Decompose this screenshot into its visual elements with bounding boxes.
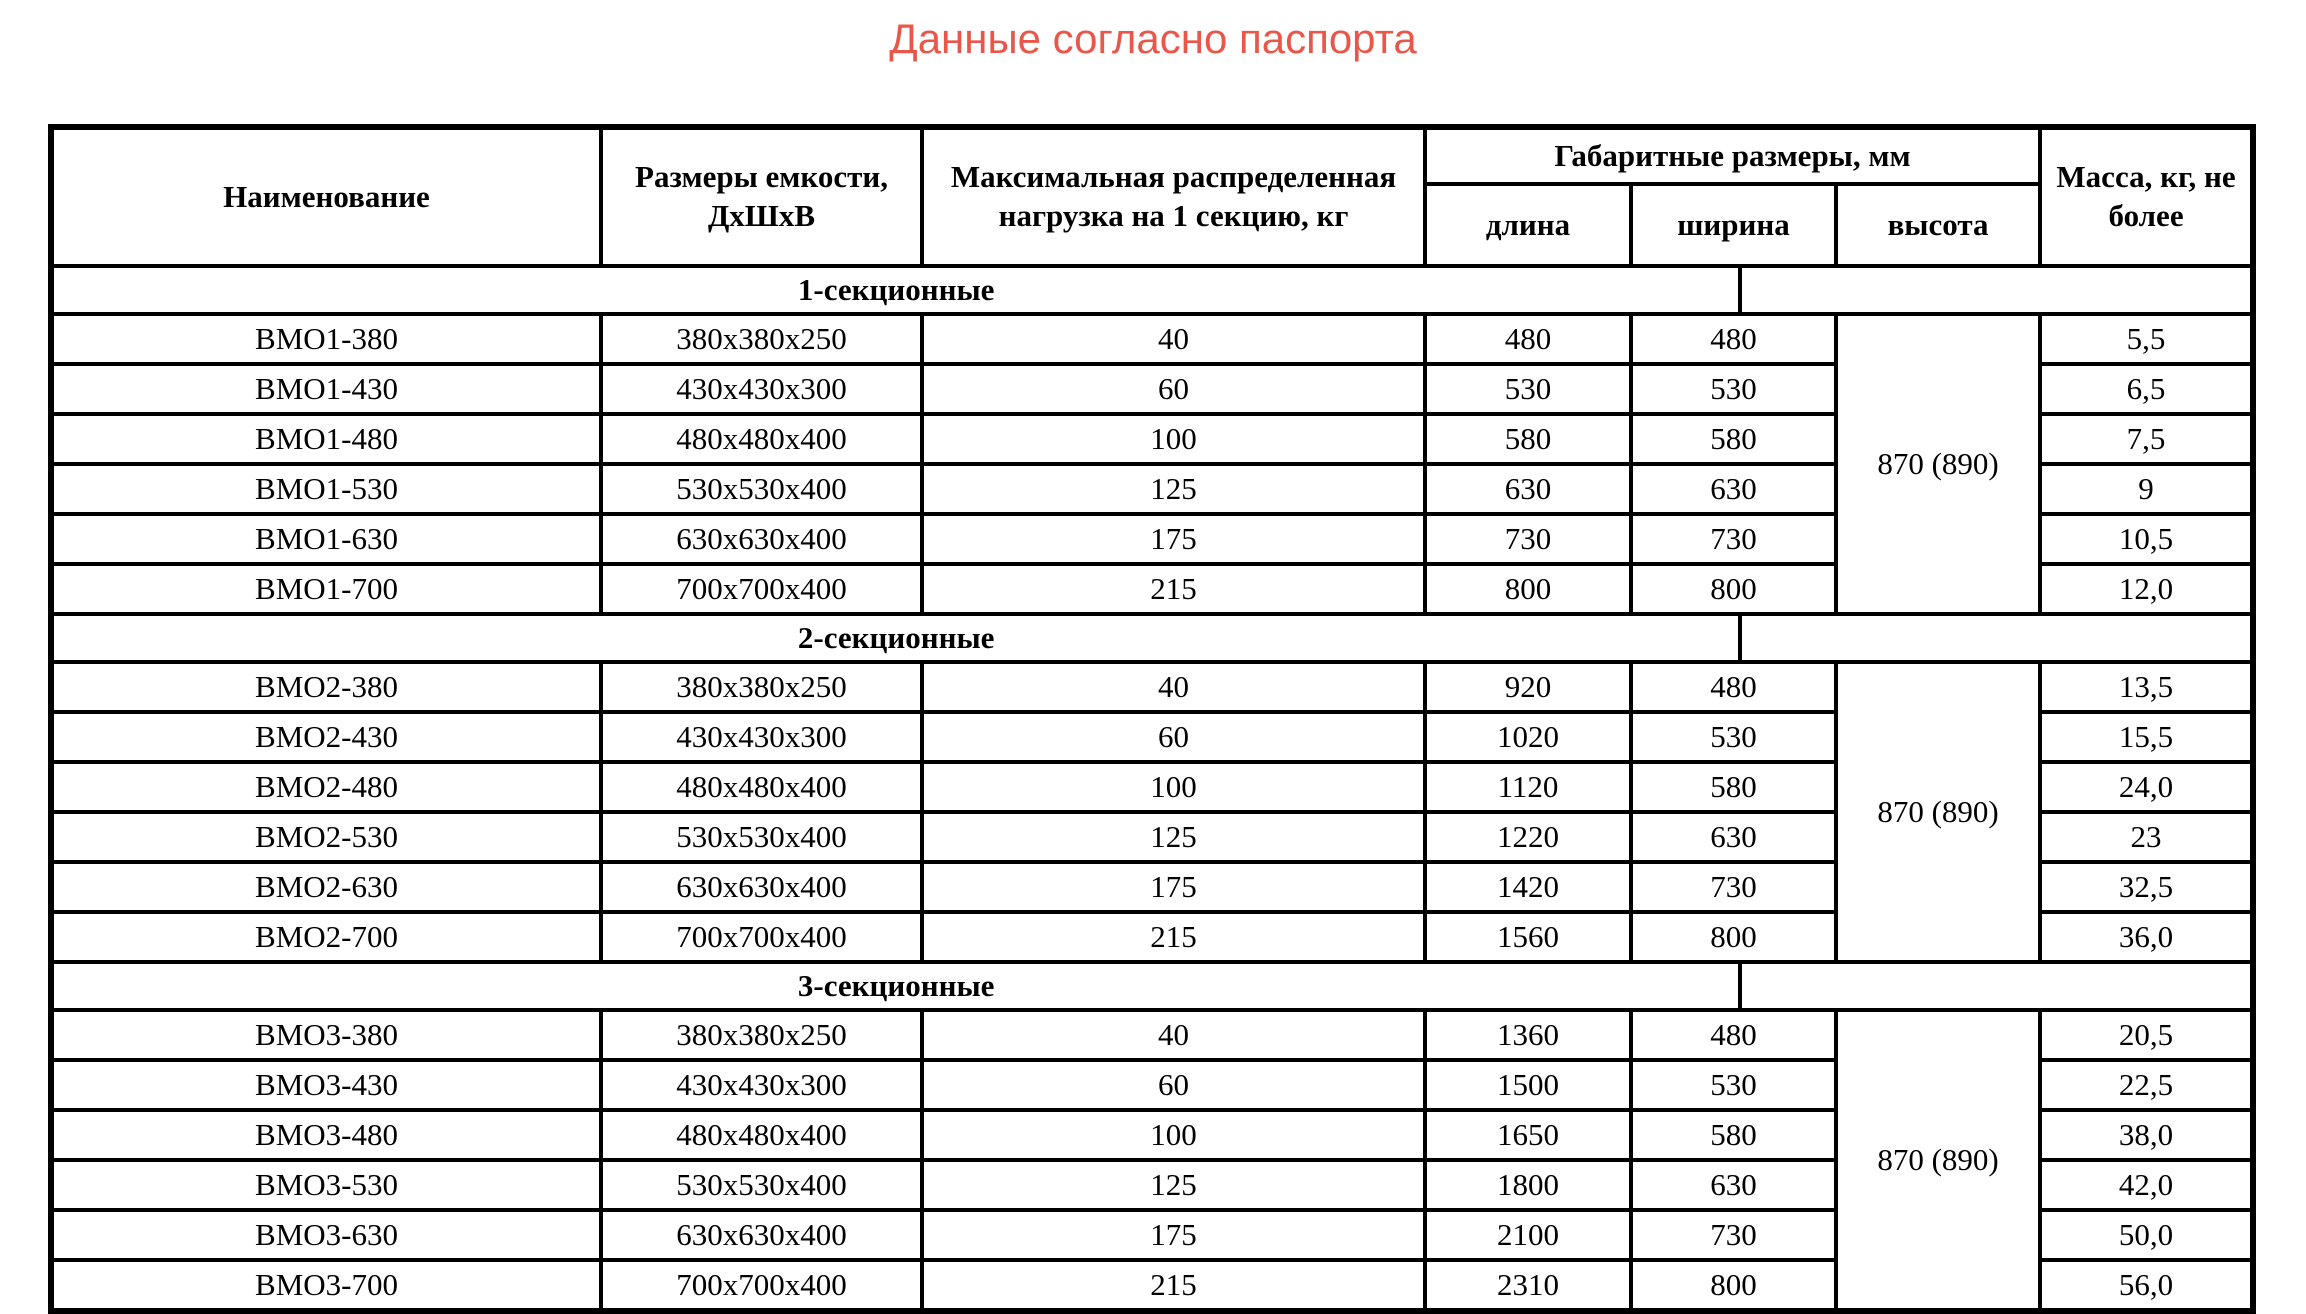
cell-length: 730 <box>1425 514 1631 564</box>
section-label: 3-секционные <box>797 967 995 1003</box>
cell-width: 530 <box>1631 364 1836 414</box>
section-label: 2-секционные <box>797 619 995 655</box>
cell-width: 480 <box>1631 314 1836 364</box>
table-header <box>51 127 2253 266</box>
cell-name: ВМО1-630 <box>51 514 601 564</box>
cell-width: 580 <box>1631 414 1836 464</box>
cell-width: 580 <box>1631 762 1836 812</box>
cell-mass: 10,5 <box>2040 514 2253 564</box>
cell-width: 730 <box>1631 514 1836 564</box>
cell-load: 125 <box>922 812 1425 862</box>
cell-load: 100 <box>922 762 1425 812</box>
cell-width: 480 <box>1631 662 1836 712</box>
cell-mass: 42,0 <box>2040 1160 2253 1210</box>
cell-load: 60 <box>922 364 1425 414</box>
cell-width: 800 <box>1631 912 1836 962</box>
cell-size: 480x480x400 <box>601 762 922 812</box>
header-width: ширина <box>1631 184 1836 266</box>
cell-load: 175 <box>922 1210 1425 1260</box>
cell-mass: 56,0 <box>2040 1260 2253 1311</box>
cell-width: 730 <box>1631 1210 1836 1260</box>
cell-name: ВМО3-430 <box>51 1060 601 1110</box>
cell-height-merged: 870 (890) <box>1836 314 2040 614</box>
cell-length: 1560 <box>1425 912 1631 962</box>
cell-length: 920 <box>1425 662 1631 712</box>
cell-load: 125 <box>922 464 1425 514</box>
cell-length: 1650 <box>1425 1110 1631 1160</box>
cell-mass: 23 <box>2040 812 2253 862</box>
cell-size: 430x430x300 <box>601 364 922 414</box>
cell-width: 580 <box>1631 1110 1836 1160</box>
cell-name: ВМО2-480 <box>51 762 601 812</box>
header-max-load: Максимальная распределенная нагрузка на 1 секцию, кг <box>922 127 1425 266</box>
table-row <box>51 662 2253 712</box>
cell-length: 2100 <box>1425 1210 1631 1260</box>
cell-length: 1360 <box>1425 1010 1631 1060</box>
cell-load: 175 <box>922 862 1425 912</box>
cell-size: 630x630x400 <box>601 514 922 564</box>
cell-mass: 15,5 <box>2040 712 2253 762</box>
cell-width: 530 <box>1631 712 1836 762</box>
section-header-row <box>51 614 2253 662</box>
cell-size: 430x430x300 <box>601 1060 922 1110</box>
cell-mass: 20,5 <box>2040 1010 2253 1060</box>
table-row <box>51 1010 2253 1060</box>
cell-size: 700x700x400 <box>601 912 922 962</box>
section-divider <box>1738 268 1742 312</box>
header-height: высота <box>1836 184 2040 266</box>
cell-name: ВМО2-430 <box>51 712 601 762</box>
cell-size: 480x480x400 <box>601 414 922 464</box>
cell-length: 2310 <box>1425 1260 1631 1311</box>
section-header-cell <box>51 266 2253 314</box>
cell-length: 1120 <box>1425 762 1631 812</box>
header-mass: Масса, кг, не более <box>2040 127 2253 266</box>
header-overall-dims: Габаритные размеры, мм <box>1425 127 2040 184</box>
cell-name: ВМО1-480 <box>51 414 601 464</box>
cell-length: 1020 <box>1425 712 1631 762</box>
cell-name: ВМО1-700 <box>51 564 601 614</box>
section-header-row <box>51 266 2253 314</box>
section-header-cell <box>51 962 2253 1010</box>
cell-width: 630 <box>1631 812 1836 862</box>
cell-length: 1500 <box>1425 1060 1631 1110</box>
cell-size: 530x530x400 <box>601 812 922 862</box>
cell-mass: 32,5 <box>2040 862 2253 912</box>
cell-length: 1800 <box>1425 1160 1631 1210</box>
cell-width: 800 <box>1631 1260 1836 1311</box>
cell-width: 630 <box>1631 1160 1836 1210</box>
spec-table <box>48 124 2256 1314</box>
cell-width: 530 <box>1631 1060 1836 1110</box>
cell-load: 215 <box>922 912 1425 962</box>
cell-name: ВМО3-380 <box>51 1010 601 1060</box>
cell-load: 60 <box>922 1060 1425 1110</box>
section-label: 1-секционные <box>797 271 995 307</box>
section-2-body <box>51 614 2253 962</box>
cell-load: 215 <box>922 1260 1425 1311</box>
cell-name: ВМО1-530 <box>51 464 601 514</box>
cell-size: 480x480x400 <box>601 1110 922 1160</box>
cell-size: 430x430x300 <box>601 712 922 762</box>
cell-size: 380x380x250 <box>601 314 922 364</box>
cell-name: ВМО1-380 <box>51 314 601 364</box>
cell-mass: 12,0 <box>2040 564 2253 614</box>
section-divider <box>1738 964 1742 1008</box>
cell-name: ВМО2-380 <box>51 662 601 712</box>
cell-width: 630 <box>1631 464 1836 514</box>
cell-load: 40 <box>922 314 1425 364</box>
cell-load: 125 <box>922 1160 1425 1210</box>
cell-length: 800 <box>1425 564 1631 614</box>
cell-size: 530x530x400 <box>601 464 922 514</box>
page-title: Данные согласно паспорта <box>889 15 1417 62</box>
cell-load: 100 <box>922 414 1425 464</box>
cell-load: 60 <box>922 712 1425 762</box>
cell-mass: 22,5 <box>2040 1060 2253 1110</box>
cell-width: 800 <box>1631 564 1836 614</box>
cell-mass: 5,5 <box>2040 314 2253 364</box>
section-1-body <box>51 266 2253 614</box>
cell-length: 480 <box>1425 314 1631 364</box>
cell-load: 215 <box>922 564 1425 614</box>
cell-size: 630x630x400 <box>601 862 922 912</box>
cell-length: 580 <box>1425 414 1631 464</box>
header-length: длина <box>1425 184 1631 266</box>
cell-size: 530x530x400 <box>601 1160 922 1210</box>
cell-mass: 50,0 <box>2040 1210 2253 1260</box>
section-header-cell <box>51 614 2253 662</box>
section-3-body <box>51 962 2253 1311</box>
cell-name: ВМО2-630 <box>51 862 601 912</box>
header-container-size: Размеры емкости, ДхШхВ <box>601 127 922 266</box>
cell-length: 530 <box>1425 364 1631 414</box>
cell-width: 730 <box>1631 862 1836 912</box>
section-divider <box>1738 616 1742 660</box>
cell-mass: 13,5 <box>2040 662 2253 712</box>
cell-name: ВМО3-530 <box>51 1160 601 1210</box>
cell-size: 630x630x400 <box>601 1210 922 1260</box>
cell-load: 175 <box>922 514 1425 564</box>
cell-load: 40 <box>922 662 1425 712</box>
cell-size: 700x700x400 <box>601 1260 922 1311</box>
header-row-1 <box>51 127 2253 184</box>
cell-mass: 7,5 <box>2040 414 2253 464</box>
cell-mass: 9 <box>2040 464 2253 514</box>
header-name: Наименование <box>51 127 601 266</box>
cell-name: ВМО3-480 <box>51 1110 601 1160</box>
section-header-row <box>51 962 2253 1010</box>
cell-width: 480 <box>1631 1010 1836 1060</box>
cell-name: ВМО3-630 <box>51 1210 601 1260</box>
cell-length: 630 <box>1425 464 1631 514</box>
cell-name: ВМО3-700 <box>51 1260 601 1311</box>
cell-name: ВМО1-430 <box>51 364 601 414</box>
cell-mass: 38,0 <box>2040 1110 2253 1160</box>
cell-size: 700x700x400 <box>601 564 922 614</box>
cell-name: ВМО2-530 <box>51 812 601 862</box>
cell-mass: 24,0 <box>2040 762 2253 812</box>
cell-mass: 6,5 <box>2040 364 2253 414</box>
cell-size: 380x380x250 <box>601 1010 922 1060</box>
cell-load: 40 <box>922 1010 1425 1060</box>
cell-load: 100 <box>922 1110 1425 1160</box>
cell-length: 1420 <box>1425 862 1631 912</box>
cell-size: 380x380x250 <box>601 662 922 712</box>
table-row <box>51 314 2253 364</box>
cell-height-merged: 870 (890) <box>1836 1010 2040 1311</box>
cell-length: 1220 <box>1425 812 1631 862</box>
cell-height-merged: 870 (890) <box>1836 662 2040 962</box>
cell-mass: 36,0 <box>2040 912 2253 962</box>
cell-name: ВМО2-700 <box>51 912 601 962</box>
